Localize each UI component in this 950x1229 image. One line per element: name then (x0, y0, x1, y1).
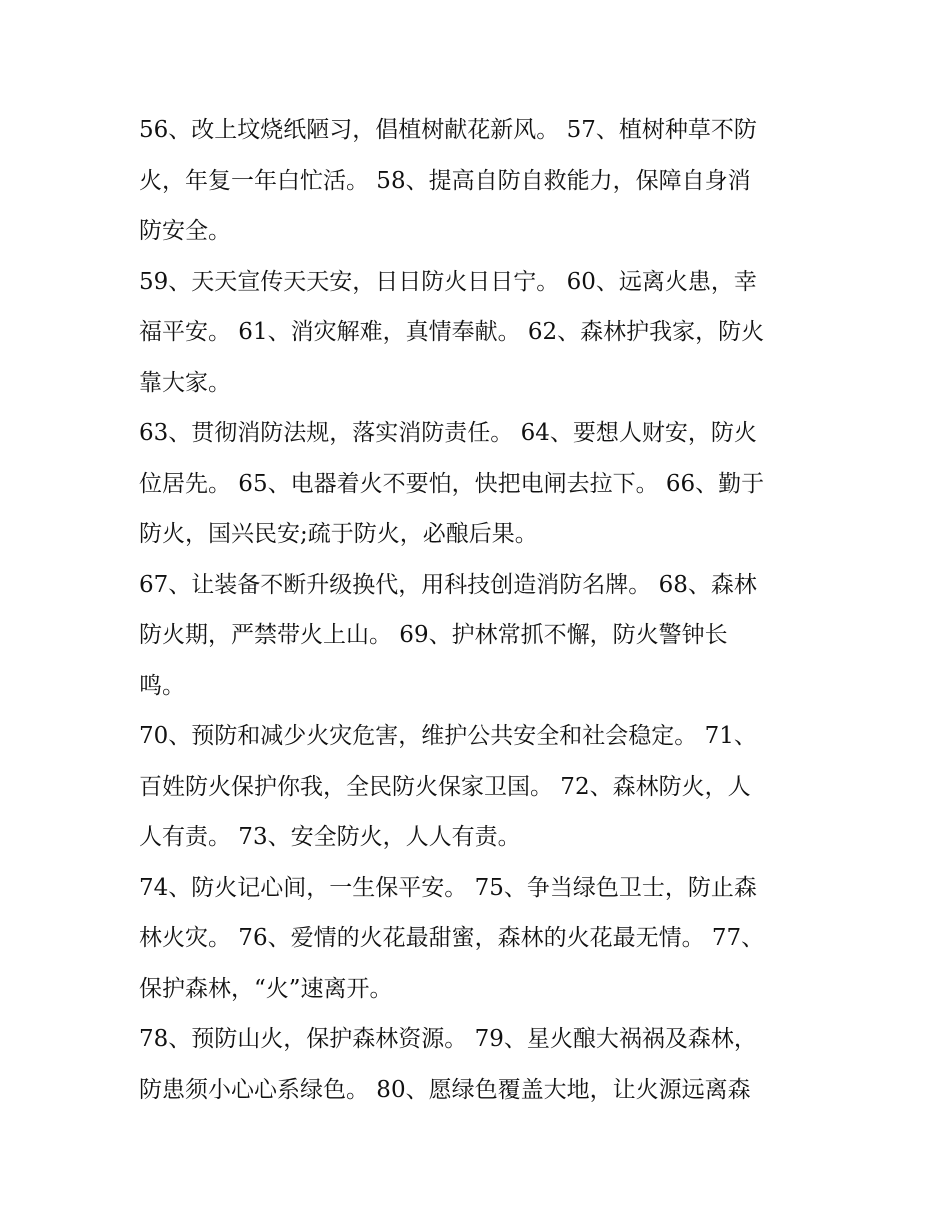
paragraph-78-80 (139, 1014, 795, 1115)
text-line: 63、贯彻消防法规，落实消防责任。 64、要想人财安，防火 (139, 420, 757, 446)
paragraph-59-62 (139, 257, 795, 409)
text-line: 位居先。 65、电器着火不要怕，快把电闸去拉下。 66、勤于 (139, 470, 765, 497)
text-line: 林火灾。 76、爱情的火花最甜蜜，森林的火花最无情。 77、 (139, 925, 765, 951)
text-line: 56、改上坟烧纸陋习，倡植树献花新风。 57、植树种草不防 (139, 117, 757, 143)
text-line: 福平安。 61、消灾解难，真情奉献。 62、森林护我家，防火 (139, 319, 765, 345)
document-body (139, 105, 795, 1115)
paragraph-56-58 (139, 105, 795, 257)
text-line: 保护森林，“火”速离开。 (139, 975, 393, 1002)
text-line: 59、天天宣传天天安，日日防火日日宁。 60、远离火患，幸 (139, 268, 757, 295)
text-line: 百姓防火保护你我，全民防火保家卫国。 72、森林防火，人 (139, 773, 751, 800)
text-line: 防火，国兴民安;疏于防火，必酿后果。 (139, 521, 538, 547)
text-line: 鸣。 (139, 672, 185, 699)
text-line: 人有责。 73、安全防火，人人有责。 (139, 824, 521, 850)
text-line: 67、让装备不断升级换代，用科技创造消防名牌。 68、森林 (139, 571, 757, 598)
paragraph-67-69 (139, 560, 795, 712)
text-line: 火，年复一年白忙活。 58、提高自防自救能力，保障自身消 (139, 167, 751, 194)
text-line: 74、防火记心间，一生保平安。 75、争当绿色卫士，防止森 (139, 874, 757, 901)
text-line: 防火期，严禁带火上山。 69、护林常抓不懈，防火警钟长 (139, 622, 728, 648)
paragraph-74-77 (139, 863, 795, 1015)
text-line: 78、预防山火，保护森林资源。 79、星火酿大祸祸及森林， (139, 1026, 757, 1052)
paragraph-63-66 (139, 408, 795, 560)
text-line: 防患须小心心系绿色。 80、愿绿色覆盖大地，让火源远离森 (139, 1076, 751, 1103)
text-line: 防安全。 (139, 218, 231, 244)
paragraph-70-73 (139, 711, 795, 863)
text-line: 70、预防和减少火灾危害，维护公共安全和社会稳定。 71、 (139, 723, 757, 749)
text-line: 靠大家。 (139, 369, 231, 396)
